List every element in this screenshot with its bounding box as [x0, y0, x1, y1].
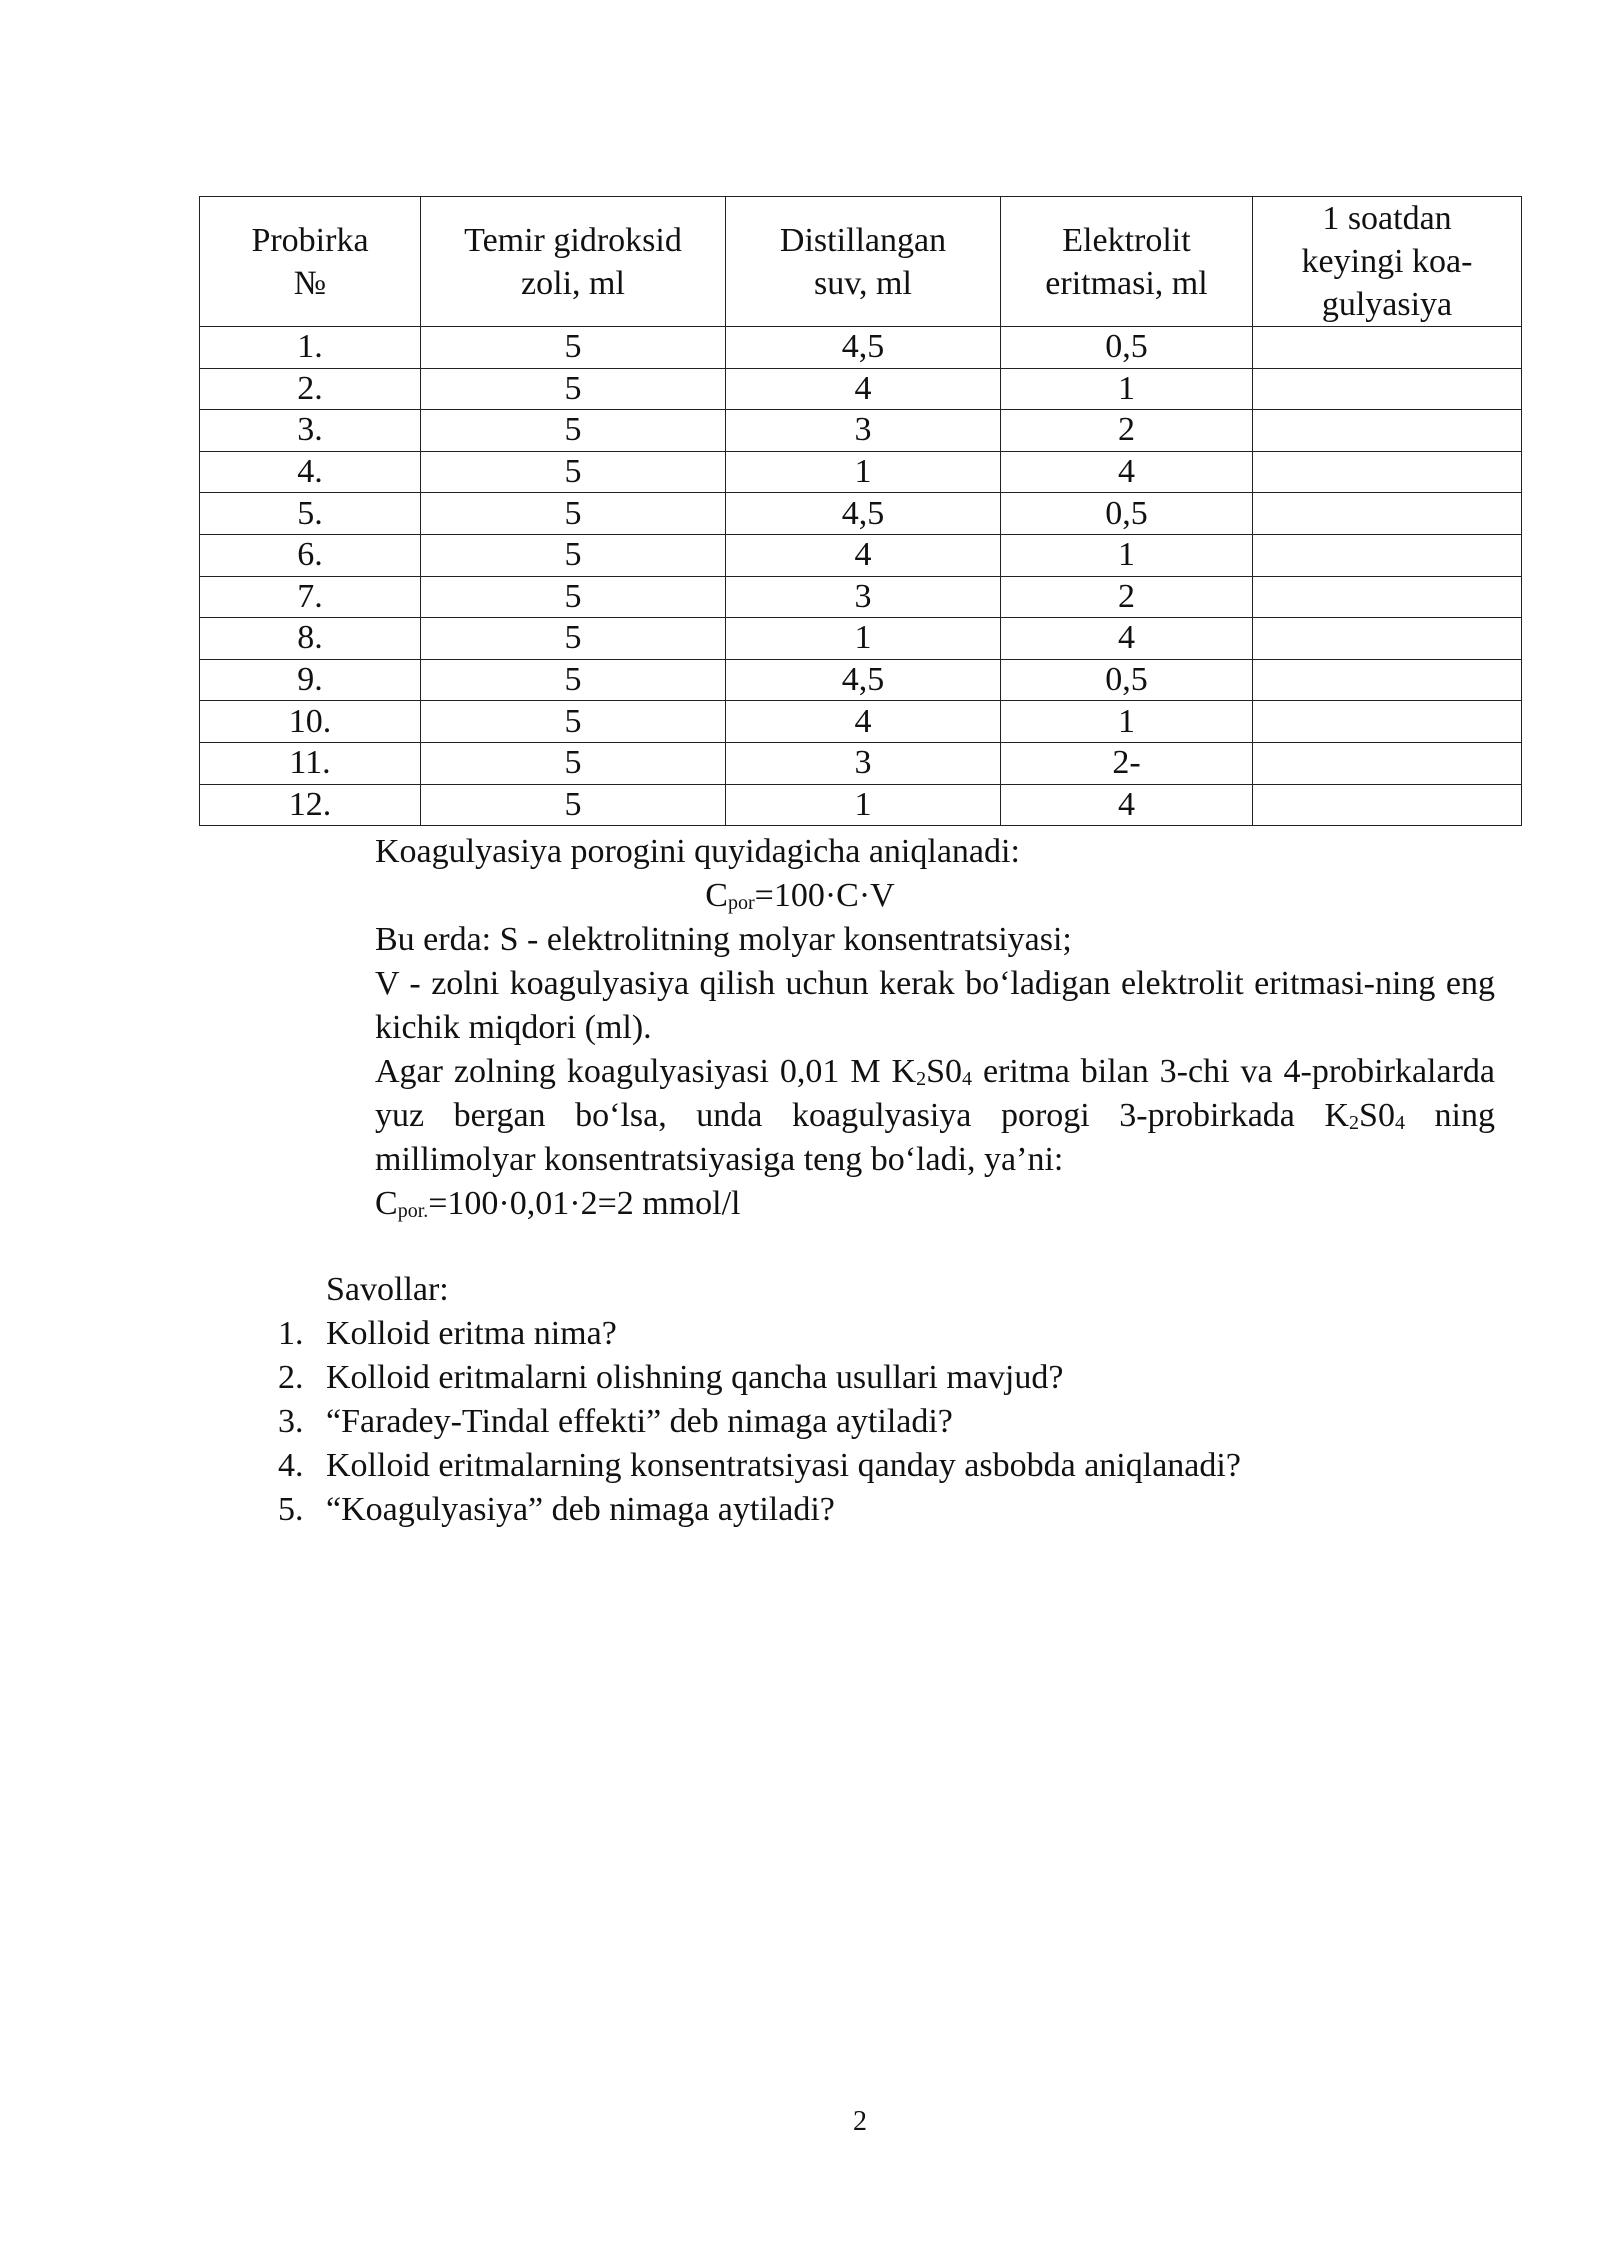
header-electrolyte — [1001, 197, 1253, 327]
header-sol-line1: Temir gidroksid — [464, 221, 682, 259]
header-coagulation-line2: keyingi koa- — [1301, 243, 1473, 280]
table-cell: 10. — [200, 701, 421, 743]
table-cell: 4,5 — [726, 659, 1001, 701]
table-cell: 4 — [726, 368, 1001, 410]
question-text: Kolloid eritmalarni olishning qancha usullari mavjud? — [326, 1359, 1064, 1396]
header-coagulation — [1253, 197, 1522, 327]
table-cell: 6. — [200, 534, 421, 576]
table-cell — [1253, 410, 1522, 452]
table-cell: 2- — [1001, 742, 1253, 784]
table-cell: 4 — [726, 534, 1001, 576]
table-cell: 11. — [200, 742, 421, 784]
table-header-row — [200, 197, 1522, 327]
table-cell: 4 — [1001, 784, 1253, 826]
list-item — [278, 1312, 1241, 1356]
header-electrolyte-line2: eritmasi, ml — [1045, 264, 1208, 302]
table-cell: 5 — [421, 659, 726, 701]
table-cell: 5 — [421, 742, 726, 784]
table-cell — [1253, 368, 1522, 410]
table-row — [200, 534, 1522, 576]
example-paragraph — [278, 1050, 1495, 1182]
table-cell: 5 — [421, 534, 726, 576]
table-cell — [1253, 742, 1522, 784]
k2-sub-2: 2 — [1349, 1112, 1360, 1134]
table-body — [200, 327, 1522, 826]
table-cell — [1253, 701, 1522, 743]
formula-example — [375, 1182, 740, 1226]
table-row — [200, 327, 1522, 369]
header-probirka-line1: Probirka — [251, 221, 369, 259]
table-cell — [1253, 534, 1522, 576]
table-cell: 4 — [1001, 618, 1253, 660]
table-cell — [1253, 493, 1522, 535]
example-part-e: ning millimolyar konsentratsiyasiga teng bo‘ladi, ya’ni: — [375, 1097, 1495, 1178]
question-number: 4. — [278, 1447, 304, 1484]
example-text — [278, 1050, 1495, 1182]
questions-heading: Savollar: — [326, 1271, 449, 1308]
so4-sub-2: 4 — [1394, 1112, 1405, 1134]
table-cell: 5 — [421, 493, 726, 535]
table-row — [200, 659, 1522, 701]
where-text: Bu erda: S - elektrolitning molyar konsentratsiyasi; — [375, 921, 1072, 958]
list-item — [278, 1488, 1241, 1532]
table-cell: 1 — [726, 618, 1001, 660]
table-cell: 4. — [200, 451, 421, 493]
table-cell — [1253, 576, 1522, 618]
table-cell: 0,5 — [1001, 493, 1253, 535]
table-cell: 5 — [421, 327, 726, 369]
table-row — [200, 368, 1522, 410]
table-cell: 1 — [1001, 368, 1253, 410]
v-definition-text: V - zolni koagulyasiya qilish uchun kerak bo‘ladigan elektrolit eritmasi-ning eng kichik miqdori (ml). — [375, 965, 1495, 1046]
table-cell — [1253, 618, 1522, 660]
table-cell: 2 — [1001, 576, 1253, 618]
formula2-sub: por. — [397, 1200, 429, 1222]
table-cell: 4,5 — [726, 493, 1001, 535]
table-cell: 7. — [200, 576, 421, 618]
table-cell: 4,5 — [726, 327, 1001, 369]
so4-sub: 4 — [962, 1068, 972, 1090]
header-water — [726, 197, 1001, 327]
table-cell: 3. — [200, 410, 421, 452]
table-cell — [1253, 659, 1522, 701]
table-cell: 0,5 — [1001, 659, 1253, 701]
formula1-c: C — [705, 877, 728, 914]
header-coagulation-line3: gulyasiya — [1321, 286, 1453, 323]
list-item — [278, 1356, 1241, 1400]
table-row — [200, 576, 1522, 618]
example-part-b: S0 — [926, 1053, 962, 1090]
table-cell: 3 — [726, 742, 1001, 784]
list-item — [278, 1400, 1241, 1444]
table-cell: 8. — [200, 618, 421, 660]
k2-sub: 2 — [916, 1068, 927, 1090]
table-cell: 5 — [421, 618, 726, 660]
table-cell: 5 — [421, 701, 726, 743]
formula2-c: C — [375, 1185, 398, 1222]
table-cell: 5 — [421, 410, 726, 452]
header-probirka — [200, 197, 421, 327]
header-sol — [421, 197, 726, 327]
table-cell: 1 — [726, 784, 1001, 826]
table-cell: 1 — [726, 451, 1001, 493]
question-text: Kolloid eritmalarning konsentratsiyasi qanday asbobda aniqlanadi? — [326, 1447, 1241, 1484]
table-cell: 5 — [421, 784, 726, 826]
table-cell: 4 — [1001, 451, 1253, 493]
table-row — [200, 493, 1522, 535]
table-cell — [1253, 451, 1522, 493]
question-number: 3. — [278, 1403, 304, 1440]
header-electrolyte-line1: Elektrolit — [1062, 221, 1191, 259]
header-water-line2: suv, ml — [814, 264, 912, 302]
question-text: “Faradey-Tindal effekti” deb nimaga aytiladi? — [326, 1403, 953, 1440]
example-part-a: Agar zolning koagulyasiyasi 0,01 M K — [375, 1053, 917, 1090]
header-probirka-line2: № — [293, 264, 327, 302]
table-cell: 1 — [1001, 701, 1253, 743]
table-row — [200, 701, 1522, 743]
question-number: 2. — [278, 1359, 304, 1396]
example-part-c: eritma bilan 3-chi va 4-probirkalarda yuz bergan bo‘lsa, unda koagulyasiya porogi 3-probirkada K — [375, 1053, 1495, 1134]
table-cell — [1253, 784, 1522, 826]
table-cell: 5 — [421, 368, 726, 410]
table-row — [200, 410, 1522, 452]
table-cell: 4 — [726, 701, 1001, 743]
question-text: “Koagulyasiya” deb nimaga aytiladi? — [326, 1491, 835, 1528]
table-cell: 2 — [1001, 410, 1253, 452]
header-water-line1: Distillangan — [779, 221, 947, 259]
table-cell: 2. — [200, 368, 421, 410]
table-cell: 1. — [200, 327, 421, 369]
table-cell: 3 — [726, 410, 1001, 452]
table-cell: 0,5 — [1001, 327, 1253, 369]
question-text: Kolloid eritma nima? — [326, 1315, 617, 1352]
intro-text: Koagulyasiya porogini quyidagicha aniqlanadi: — [375, 833, 1020, 870]
formula-threshold — [0, 874, 1600, 918]
question-number: 5. — [278, 1491, 304, 1528]
list-item — [278, 1444, 1241, 1488]
table-cell: 9. — [200, 659, 421, 701]
example-part-d: S0 — [1359, 1097, 1395, 1134]
question-number: 1. — [278, 1315, 304, 1352]
formula2-rest: =100·0,01·2=2 mmol/l — [428, 1185, 741, 1222]
questions-list — [278, 1312, 1241, 1532]
table-row — [200, 784, 1522, 826]
table-cell: 12. — [200, 784, 421, 826]
table-row — [200, 451, 1522, 493]
formula1-sub: por — [727, 892, 755, 914]
table-row — [200, 742, 1522, 784]
table-cell: 5 — [421, 451, 726, 493]
table-cell — [1253, 327, 1522, 369]
formula1-rest: =100·C·V — [754, 877, 895, 914]
table-cell: 1 — [1001, 534, 1253, 576]
page-number: 2 — [853, 2106, 867, 2137]
table-cell: 3 — [726, 576, 1001, 618]
header-coagulation-line1: 1 soatdan — [1322, 200, 1452, 237]
table-row — [200, 618, 1522, 660]
header-sol-line2: zoli, ml — [521, 264, 625, 302]
v-definition — [278, 962, 1495, 1050]
coagulation-table — [199, 196, 1522, 826]
table-cell: 5 — [421, 576, 726, 618]
table-cell: 5. — [200, 493, 421, 535]
